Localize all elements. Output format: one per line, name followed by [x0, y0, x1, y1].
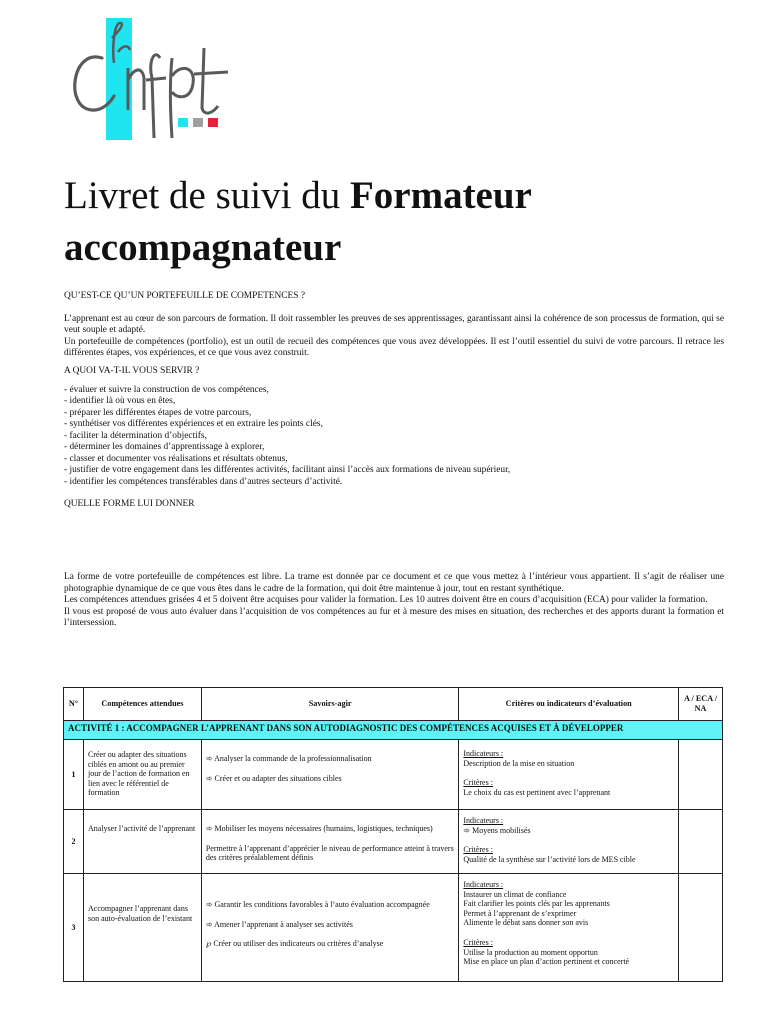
row-criteres [459, 740, 679, 810]
savoir-item: ➾ Garantir les conditions favorables à l’auto évaluation accompagnée [205, 900, 430, 909]
activity-row [64, 721, 723, 740]
list-item: - justifier de votre engagement dans les différentes activités, facilitant ainsi l’accès aux formations de niveau supérieur, [64, 465, 511, 475]
list-item: - identifier là où vous en êtes, [64, 396, 176, 406]
indicateurs-label: Indicateurs : [463, 816, 504, 825]
critere-item: Le choix du cas est pertinent avec l’apprenant [463, 787, 611, 797]
row-criteres [459, 874, 679, 982]
savoir-item: ➾ Analyser la commande de la professionnalisation [205, 754, 372, 763]
document-title [64, 170, 724, 274]
section-heading: QUELLE FORME LUI DONNER [64, 499, 195, 509]
row-criteres [459, 810, 679, 874]
savoir-item: ➾ Créer et ou adapter des situations cibles [205, 773, 342, 783]
section-heading: A QUOI VA-T-IL VOUS SERVIR ? [64, 366, 200, 376]
indicateur-item: Permet à l’apprenant de s’exprimer [463, 908, 577, 918]
criteres-label: Critères : [463, 845, 493, 855]
row-eval-cell[interactable] [679, 740, 723, 810]
paragraph: Un portefeuille de compétences (portfolio), est un outil de recueil des compétences que vous avez développées. Il est l’outil essentiel du suivi de votre parcours. Il retrace les différentes étapes, vos expériences, et ce que vous avez construit. [64, 336, 724, 358]
section-usage [64, 366, 724, 488]
savoir-item: ➾ Amener l’apprenant à analyser ses activités [205, 919, 353, 929]
criteres-label: Critères : [463, 937, 493, 947]
indicateur-item: Description de la mise en situation [463, 758, 575, 768]
row-eval-cell[interactable] [679, 810, 723, 874]
indicateur-item: Instaurer un climat de confiance [463, 889, 567, 899]
paragraph: Les compétences attendues grisées 4 et 5 doivent être acquises pour valider la formation. Les 10 autres doivent être en cours d’acquisition (ECA) pour valider la formation. [64, 595, 708, 605]
list-item: - faciliter la détermination d’objectifs, [64, 430, 207, 441]
paragraph: L’apprenant est au cœur de son parcours de formation. Il doit rassembler les preuves de ses apprentissages, garantissant ainsi la cohérence de son processus de formation, qui se veut souple et adapté. [64, 313, 724, 335]
indicateurs-label: Indicateurs : [463, 749, 504, 758]
savoir-item: Permettre à l’apprenant d’apprécier le niveau de performance atteint à travers des critères préalablement définis [205, 843, 454, 863]
table-row [64, 874, 723, 982]
row-savoirs [201, 740, 459, 810]
table-row [64, 740, 723, 810]
savoir-item: ➾ Mobiliser les moyens nécessaires (humains, logistiques, techniques) [205, 824, 433, 833]
list-item: - évaluer et suivre la construction de vos compétences, [64, 384, 269, 395]
indicateur-item: ➾ Moyens mobilisés [463, 825, 531, 835]
list-item: - synthétiser vos différentes expériences et en extraire les points clés, [64, 419, 323, 429]
section-form [64, 572, 724, 630]
row-competence: Créer ou adapter des situations ciblés en amont ou au premier jour de l’action de formation en lien avec le référentiel de formation [83, 740, 201, 810]
section-heading: QU’EST-CE QU’UN PORTEFEUILLE DE COMPETENCES ? [64, 291, 306, 301]
activity-title: ACTIVITÉ 1 : ACCOMPAGNER L’APPRENANT DANS SON AUTODIAGNOSTIC DES COMPÉTENCES ACQUISES ET À DÉVELOPPER [64, 721, 723, 740]
critere-item: Utilise la production au moment opportun [463, 947, 598, 957]
table-header-row [64, 688, 723, 721]
table-row [64, 810, 723, 874]
indicateur-item: Alimente le débat sans donner son avis [463, 918, 589, 928]
header-criteres: Critères ou indicateurs d’évaluation [459, 688, 679, 721]
header-num: N° [64, 688, 84, 721]
usage-list [64, 385, 724, 489]
row-savoirs [201, 810, 459, 874]
list-item: - préparer les différentes étapes de votre parcours, [64, 407, 252, 418]
list-item: - déterminer les domaines d’apprentissage à explorer, [64, 442, 265, 452]
cnfpt-logo [62, 18, 232, 148]
title-bold: Formateur accompagnateur [64, 174, 532, 269]
list-item: - classer et documenter vos réalisations et résultats obtenus, [64, 453, 288, 464]
row-number: 2 [64, 810, 84, 874]
competences-table [63, 687, 723, 982]
header-eval: A / ECA / NA [679, 688, 723, 721]
criteres-label: Critères : [463, 778, 493, 788]
row-number: 3 [64, 874, 84, 982]
title-regular: Livret de suivi du [64, 174, 350, 217]
critere-item: Mise en place un plan d’action pertinent et concerté [463, 957, 630, 967]
indicateurs-label: Indicateurs : [463, 880, 504, 889]
row-competence: Analyser l’activité de l’apprenant [83, 810, 201, 874]
header-competences: Compétences attendues [83, 688, 201, 721]
paragraph: Il vous est proposé de vous auto évaluer dans l’acquisition de vos compétences au fur et à mesure des mises en situation, des recherches et des apports durant la formation et l’intersession. [64, 606, 724, 628]
paragraph: La forme de votre portefeuille de compétences est libre. La trame est donnée par ce document et ce que vous mettez à l’intérieur vous appartient. Il s’agit de réaliser une photographie dynamique de ce que vous êtes dans le cadre de la formation, qui doit être maintenue à jour, tout en restant synthétique. [64, 572, 724, 594]
section-form-heading [64, 499, 724, 511]
row-number: 1 [64, 740, 84, 810]
header-savoirs: Savoirs-agir [201, 688, 459, 721]
row-eval-cell[interactable] [679, 874, 723, 982]
section-portfolio [64, 291, 724, 360]
indicateur-item: Fait clarifier les points clés par les apprenants [463, 899, 610, 909]
row-competence: Accompagner l’apprenant dans son auto-évaluation de l’existant [83, 874, 201, 982]
list-item: - identifier les compétences transférables dans d’autres secteurs d’activité. [64, 476, 343, 487]
row-savoirs [201, 874, 459, 982]
savoir-item: ℘ Créer ou utiliser des indicateurs ou critères d’analyse [205, 939, 384, 949]
critere-item: Qualité de la synthèse sur l’activité lors de MES cible [463, 854, 636, 864]
